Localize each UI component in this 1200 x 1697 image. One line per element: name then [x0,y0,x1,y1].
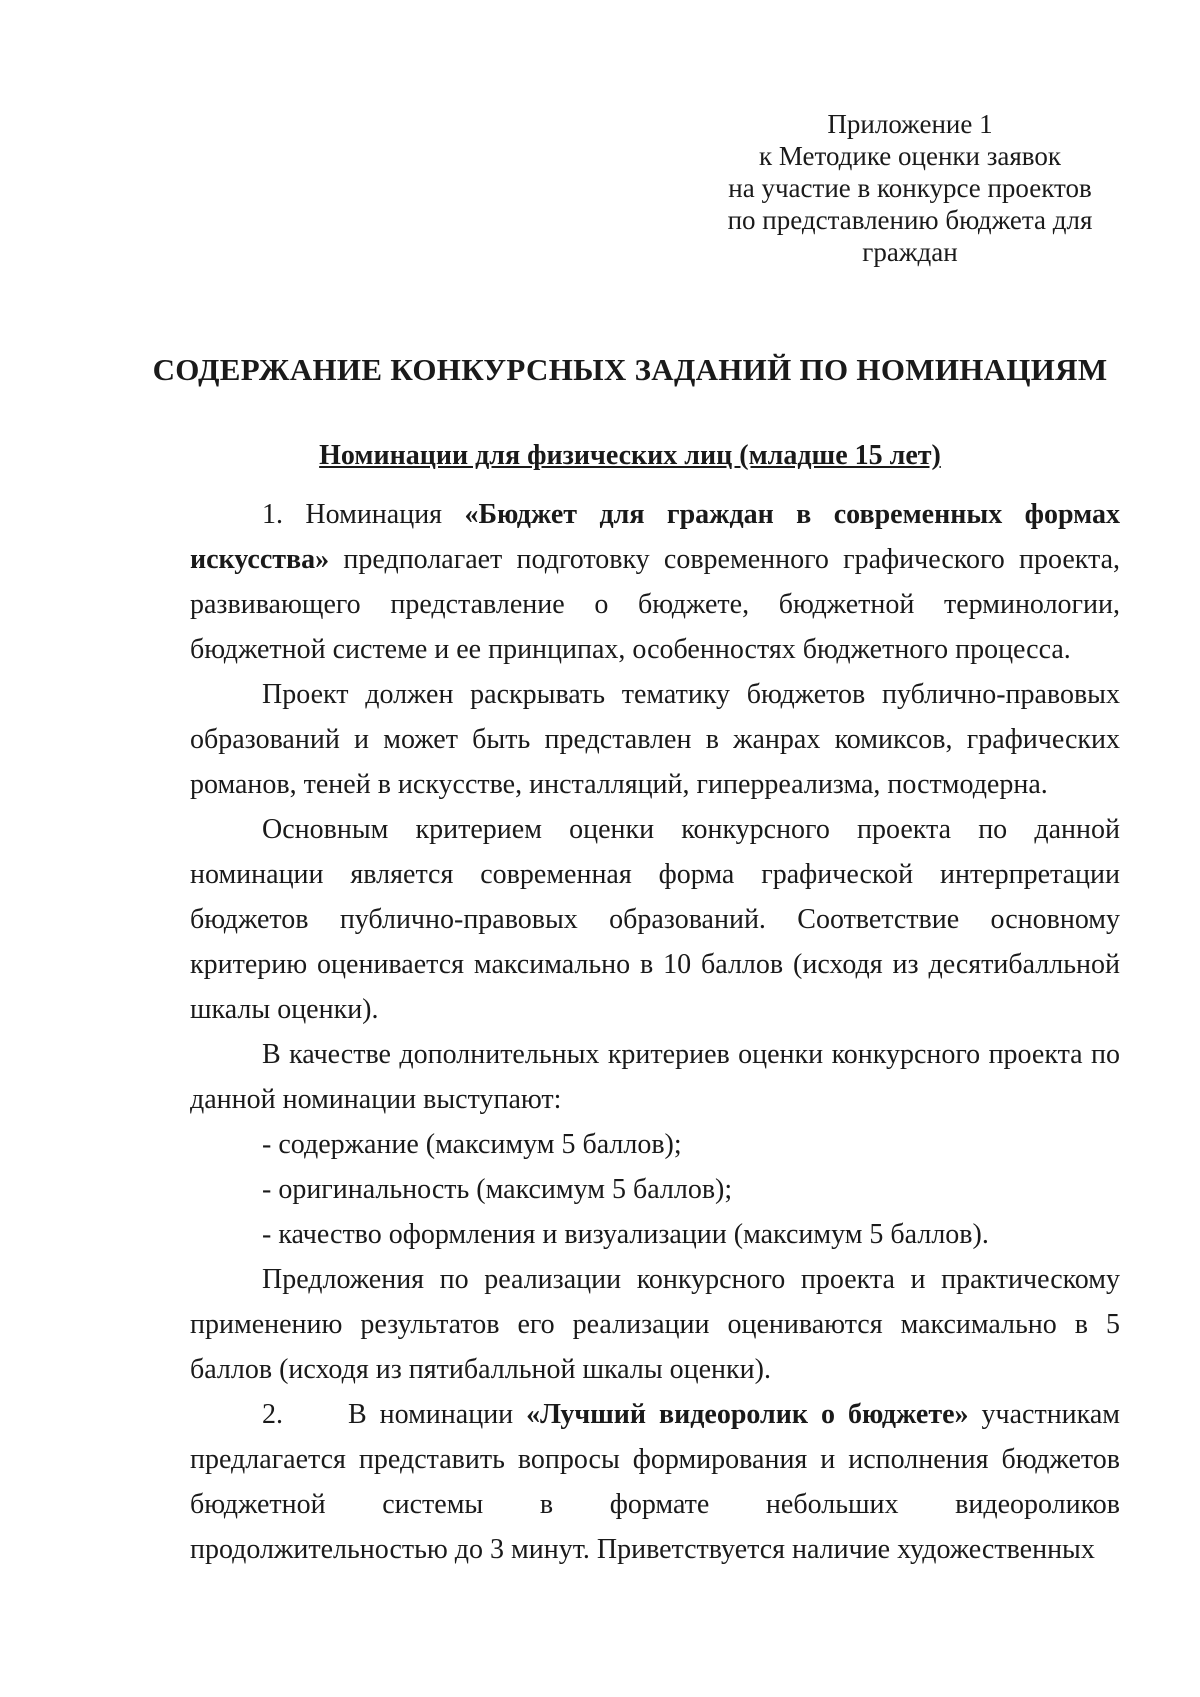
paragraph-project-theme: Проект должен раскрывать тематику бюджетов публично-правовых образований и может быть представлен в жанрах комиксов, графических романов, теней в искусстве, инсталляций, гиперреализма, постмодерна. [190,679,1120,800]
nomination-title: «Бюджет для граждан в современных формах искусства» [190,499,1120,575]
paragraph-main-criterion: Основным критерием оценки конкурсного проекта по данной номинации является современная форма графической интерпретации бюджетов публично-правовых образований. Соответствие основному критерию оценивается максимально в 10 баллов (исходя из десятибалльной шкалы оценки). [190,814,1120,1025]
nomination-title: «Лучший видеоролик о бюджете» [526,1399,969,1430]
paragraph-prefix: 2. В номинации [262,1399,527,1430]
paragraph-nomination-2 [190,1392,1120,1572]
appendix-line: граждан [862,237,958,267]
appendix-line: Приложение 1 [827,109,993,139]
paragraph-additional-criteria: В качестве дополнительных критериев оценки конкурсного проекта по данной номинации выступают: [190,1039,1120,1115]
appendix-header [700,108,1120,268]
paragraph-proposals: Предложения по реализации конкурсного проекта и практическому применению результатов его реализации оцениваются максимально в 5 баллов (исходя из пятибалльной шкалы оценки). [190,1264,1120,1385]
appendix-line: на участие в конкурсе проектов [728,173,1092,203]
document-title: СОДЕРЖАНИЕ КОНКУРСНЫХ ЗАДАНИЙ ПО НОМИНАЦИЯМ [152,352,1108,387]
list-item: - оригинальность (максимум 5 баллов); [262,1174,733,1205]
paragraph-text: предполагает подготовку современного графического проекта, развивающего представление о бюджете, бюджетной терминологии, бюджетной системе и ее принципах, особенностях бюджетного процесса. [190,544,1120,665]
appendix-line: к Методике оценки заявок [759,141,1061,171]
section-subtitle: Номинации для физических лиц (младше 15 лет) [319,440,941,471]
appendix-line: по представлению бюджета для [727,205,1093,235]
paragraph-prefix: 1. Номинация [262,499,465,530]
document-body [190,492,1120,1572]
paragraph-text: участникам предлагается представить вопросы формирования и исполнения бюджетов бюджетной системы в формате небольших видеороликов продолжительностью до 3 минут. Приветствуется наличие художественных [190,1399,1120,1565]
paragraph-nomination-1 [190,492,1120,672]
list-item: - содержание (максимум 5 баллов); [262,1129,682,1160]
list-item: - качество оформления и визуализации (максимум 5 баллов). [262,1219,989,1250]
